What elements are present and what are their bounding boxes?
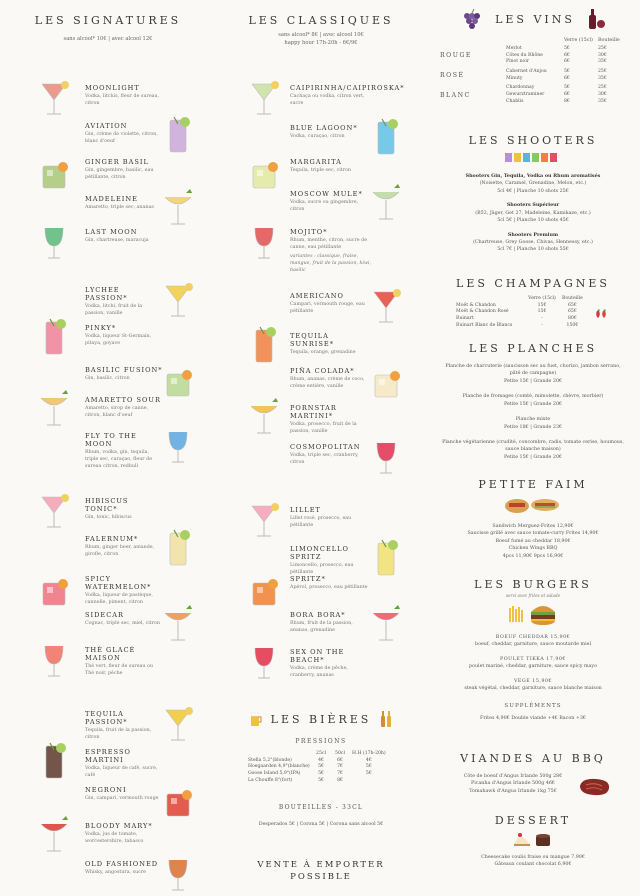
wine-name: Chardonnay bbox=[506, 85, 535, 91]
item-name: MOONLIGHT bbox=[85, 84, 140, 92]
sour-tumbler-icon bbox=[32, 388, 76, 432]
item-name: SPRITZ* bbox=[290, 575, 326, 583]
planche-price: Petite 15€ | Grande 20€ bbox=[503, 454, 563, 460]
shooter-title: Shooters Supérieur bbox=[506, 202, 560, 209]
faim-section bbox=[426, 478, 640, 560]
col-50cl: 50cl bbox=[335, 751, 345, 756]
wine-group bbox=[440, 85, 630, 105]
beer-bottle-icon bbox=[379, 710, 393, 728]
item-name: FALERNUM* bbox=[85, 535, 139, 543]
beer-price: 4€ bbox=[365, 757, 372, 763]
signatures-title: LES SIGNATURES bbox=[34, 14, 182, 27]
shooter-desc: (Chartreuse, Grey Goose, Chivas, Hennessy, etc.) bbox=[473, 239, 593, 245]
item-description: Vodka, triple sec, cranberry, citron bbox=[290, 453, 359, 465]
wine-glass-price: 6€ bbox=[564, 59, 570, 65]
item-description: Limoncello, prosecco, eau pétillante bbox=[290, 563, 354, 575]
item-description: Gin, campari, vermouth rouge bbox=[85, 796, 159, 801]
item-description: Vodka, litchis, fleur de sureau, citron bbox=[85, 94, 160, 106]
planche-block bbox=[426, 363, 640, 385]
planche-block bbox=[426, 416, 640, 431]
champagne-row bbox=[454, 309, 585, 316]
shooter-block bbox=[426, 173, 640, 195]
red-martini-icon bbox=[242, 640, 286, 684]
planches-section bbox=[426, 342, 640, 469]
wine-glass-price: 8€ bbox=[564, 98, 570, 104]
item-name: AVIATION bbox=[85, 122, 128, 130]
item-description: Gin, chartreuse, maracuja bbox=[85, 238, 149, 243]
signatures-subtitle: sans alcool* 10€ | avec alcool 12€ bbox=[63, 36, 153, 42]
champagne-bottle-price: 65€ bbox=[568, 302, 577, 308]
beer-row bbox=[246, 778, 388, 785]
beer-price: 5€ bbox=[365, 770, 372, 776]
planche-block bbox=[426, 439, 640, 461]
shooter-price: 5cl 5€ | Planche 10 shots 45€ bbox=[497, 218, 569, 224]
vente-emporter-line2: POSSIBLE bbox=[290, 872, 352, 882]
item-name: ESPRESSO MARTINI bbox=[85, 748, 131, 764]
planche-price: Petite 18€ | Grande 23€ bbox=[503, 424, 563, 430]
item-description: Thé vert, fleur de sureau ou Thé noir, pêche bbox=[85, 664, 153, 676]
item-name: COSMOPOLITAN bbox=[290, 443, 361, 451]
champagne-glass-price: - bbox=[541, 322, 543, 328]
item-description: Vodka, sucre ou gingembre, citron bbox=[290, 200, 359, 212]
strawberries-icon bbox=[594, 307, 608, 319]
item-name: LYCHEE PASSION* bbox=[85, 286, 128, 302]
champagnes-section bbox=[426, 277, 640, 329]
item-description: Vodka, liqueur St-Germain, pitaya, goyave bbox=[85, 334, 152, 346]
item-name: NEGRONI bbox=[85, 786, 127, 794]
planche-price: Petite 15€ | Grande 20€ bbox=[503, 378, 563, 384]
beer-name: Stella 5,2°(blonde) bbox=[248, 757, 292, 763]
planche-desc: Planche de charcuterie (saucisson sec au fuet, chorizo, jambon serrano, pâté de campagne) bbox=[445, 364, 621, 377]
item-description: Lillet rosé, prosecco, eau pétillante bbox=[290, 516, 352, 528]
burger-block bbox=[426, 656, 640, 671]
planche-desc: Planche végétarienne (crudité, concombre, radis, tomate cerise, houmous, sauce blanche maison) bbox=[442, 439, 624, 453]
wine-row bbox=[506, 69, 607, 76]
champagne-glass-price: - bbox=[541, 315, 543, 321]
wine-glass-price: 5€ bbox=[564, 68, 570, 74]
shooter-desc: (B52, Jäger, Get 27, Madeleine, Kamikaze, etc.) bbox=[475, 210, 591, 216]
classiques-subtitle-happy-hour: happy hour 17h-20h - 6€/9€ bbox=[284, 39, 358, 46]
dessert-title: DESSERT bbox=[494, 814, 572, 827]
champagne-glass-price: 15€ bbox=[537, 302, 547, 308]
item-description: Rhum, menthe, citron, sucre de canne, eau pétillante bbox=[290, 238, 368, 250]
wine-name: Chablis bbox=[506, 98, 524, 104]
wine-row bbox=[506, 76, 607, 83]
spritz-glass-icon bbox=[242, 567, 286, 611]
wine-glass-price: 5€ bbox=[564, 85, 570, 91]
faim-title: PETITE FAIM bbox=[478, 478, 588, 491]
caipirinha-tumbler-icon bbox=[242, 76, 286, 120]
item-description: Vodka, crème de pêche, cranberry, ananas bbox=[290, 666, 349, 678]
bbq-line: Côte de boeuf d'Angus Irlande 500g 28€ bbox=[463, 774, 563, 779]
beer-name: La Chouffe 8°(fort) bbox=[248, 777, 293, 783]
wine-group-label: BLANC bbox=[440, 91, 471, 99]
beer-name: Hoegaarden 4,9°(blanche) bbox=[248, 764, 310, 770]
item-name: OLD FASHIONED bbox=[85, 860, 159, 868]
vins-table-wrap bbox=[440, 38, 630, 105]
burgers-title: LES BURGERS bbox=[474, 578, 592, 591]
basil-highball-icon bbox=[32, 150, 76, 194]
beer-price: 5€ bbox=[318, 764, 324, 770]
item-name: AMARETTO SOUR bbox=[85, 396, 161, 404]
item-description: Vodka, curaçao, citron bbox=[290, 134, 345, 139]
item-description: Gin, tonic, hibiscus bbox=[85, 515, 132, 520]
vente-emporter-line1: VENTE À EMPORTER bbox=[257, 860, 385, 870]
planche-desc: Planche mixte bbox=[515, 417, 551, 423]
wine-bottle-price: 35€ bbox=[598, 98, 607, 104]
item-name: AMERICANO bbox=[290, 292, 344, 300]
beer-row bbox=[246, 771, 388, 778]
planche-block bbox=[426, 393, 640, 408]
faim-line: Chicken Wings BBQ bbox=[508, 546, 558, 552]
dessert-line: Cheesecake coulis fraise ou mangue 7,90€ bbox=[481, 855, 585, 860]
item-name: BORA BORA* bbox=[290, 611, 346, 619]
faim-line: Sandwich Merguez-Frites 12,90€ bbox=[492, 524, 574, 529]
wine-bottle-price: 30€ bbox=[598, 52, 607, 58]
col-25cl: 25cl bbox=[316, 751, 326, 756]
sunrise-highball-icon bbox=[242, 324, 286, 368]
item-description: Gin, crème de violette, citron, blanc d'oeuf bbox=[85, 132, 158, 144]
wine-group-label: ROSÉ bbox=[440, 72, 465, 80]
vins-header bbox=[426, 8, 640, 30]
item-description: Campari, vermouth rouge, eau pétillante bbox=[290, 302, 365, 314]
burger-title: BOEUF CHEDDAR 15,90€ bbox=[495, 635, 571, 640]
burger-desc: steak végétal, cheddar, garniture, sauce blanche maison bbox=[464, 686, 602, 692]
item-description: Tequila, fruit de la passion, citron bbox=[85, 728, 152, 740]
beer-price: 8€ bbox=[337, 777, 343, 783]
item-name: SIDECAR bbox=[85, 611, 124, 619]
pressions-header bbox=[246, 751, 388, 758]
champagne-name: Moët & Chandon bbox=[456, 302, 496, 308]
pink-wine-glass-icon bbox=[32, 489, 76, 533]
mojito-tumbler-icon bbox=[242, 220, 286, 264]
planche-desc: Planche de fromages (comté, mimolette, chèvre, morbier) bbox=[462, 394, 604, 400]
item-description: Tequila, triple sec, citron bbox=[290, 168, 351, 173]
item-name: CAIPIRINHA/CAIPIROSKA* bbox=[290, 84, 405, 92]
shooter-price: 5cl 7€ | Planche 10 shots 55€ bbox=[497, 247, 569, 253]
item-name: MADELEINE bbox=[85, 195, 138, 203]
item-description: Vodka, litchi, fruit de la passion, vanille bbox=[85, 304, 143, 316]
shooter-block bbox=[426, 202, 640, 224]
burger-title: POULET TIKKA 17,90€ bbox=[500, 656, 566, 662]
burger-desc: boeuf, cheddar, garniture, sauce moutarde miel bbox=[475, 642, 591, 648]
faim-list bbox=[426, 523, 640, 560]
item-description: Tequila, orange, grenadine bbox=[290, 350, 356, 355]
planche-price: Petite 15€ | Grande 20€ bbox=[503, 401, 563, 407]
cake-icon bbox=[508, 830, 558, 848]
pressions-title: PRESSIONS bbox=[295, 738, 347, 745]
item-description: Gin, basilic, citron bbox=[85, 376, 130, 381]
wine-row bbox=[506, 85, 607, 92]
champagne-name: Ruinart Blanc de Blancs bbox=[456, 322, 513, 328]
pressions-table bbox=[246, 751, 388, 784]
wine-bottle-price: 30€ bbox=[598, 91, 607, 97]
vente-emporter bbox=[216, 860, 426, 882]
bbq-line: Tomahawk d'Angus Irlande 1kg 75€ bbox=[469, 788, 557, 794]
burgers-subtitle: servi avec frites et salade bbox=[505, 593, 561, 598]
sandwich-icon bbox=[503, 495, 563, 515]
wine-row bbox=[506, 46, 607, 53]
beer-price: 7€ bbox=[337, 770, 343, 776]
champagne-bottle-price: 80€ bbox=[568, 315, 577, 321]
vins-col-verre: Verre (15cl) bbox=[564, 38, 593, 43]
item-name: PIÑA COLADA* bbox=[290, 367, 355, 375]
item-description: Vodka, jus de tomate, worcestershire, tabasco bbox=[85, 832, 144, 844]
watermelon-tumbler-icon bbox=[32, 567, 76, 611]
item-name: FLY TO THE MOON bbox=[85, 432, 137, 448]
champ-col-bouteille: Bouteille bbox=[562, 296, 583, 301]
burger-desc: poulet mariné, cheddar, garniture, sauce spicy mayo bbox=[468, 664, 598, 670]
passion-martini-icon bbox=[242, 396, 286, 440]
item-description: Amaretto, triple sec, ananas bbox=[85, 205, 154, 210]
item-variants: variantes : classique, fraise, mangue, fruit de la passion, kiwi, basilic bbox=[290, 253, 372, 273]
beer-price: 5€ bbox=[318, 770, 324, 776]
iced-tea-mug-icon bbox=[32, 638, 76, 682]
supplements-title: SUPPLÉMENTS bbox=[504, 702, 562, 709]
bbq-section bbox=[426, 752, 640, 795]
item-name: LAST MOON bbox=[85, 228, 138, 236]
beer-price: 7€ bbox=[337, 764, 343, 770]
item-name: THÉ GLACÉ MAISON bbox=[85, 646, 136, 662]
item-name: SEX ON THE BEACH* bbox=[290, 648, 345, 664]
espresso-martini-icon bbox=[32, 740, 76, 784]
shooter-title: Shooters Gin, Tequila, Vodka ou Rhum aromatisés bbox=[465, 173, 601, 179]
shooter-desc: (Noisette, Caramel, Grenadine, Melon, etc.) bbox=[479, 181, 587, 187]
classiques-title: LES CLASSIQUES bbox=[248, 14, 394, 27]
item-description: Vodka, prosecco, fruit de la passion, vanille bbox=[290, 422, 357, 434]
faim-line: Boeuf fumé au cheddar 18,90€ bbox=[495, 538, 571, 544]
wine-group-label: ROUGE bbox=[440, 52, 472, 60]
shot-glasses-icon bbox=[503, 151, 563, 163]
wine-glass-price: 6€ bbox=[564, 52, 570, 58]
wine-bottle-price: 25€ bbox=[598, 85, 607, 91]
bloody-mary-icon bbox=[32, 814, 76, 858]
shooters-list bbox=[426, 173, 640, 254]
wine-row bbox=[506, 99, 607, 106]
wine-group bbox=[440, 46, 630, 66]
item-name: GINGER BASIL bbox=[85, 158, 149, 166]
shooters-section bbox=[426, 134, 640, 261]
champ-col-verre: Verre (15cl) bbox=[528, 296, 556, 301]
item-name: MOJITO* bbox=[290, 228, 328, 236]
item-name: BASILIC FUSION* bbox=[85, 366, 163, 374]
item-name: MOSCOW MULE* bbox=[290, 190, 363, 198]
dessert-section bbox=[426, 814, 640, 869]
shooter-price: 5cl 4€ | Planche 10 shots 25€ bbox=[497, 188, 569, 194]
wine-glass-price: 6€ bbox=[564, 75, 570, 81]
item-name: HIBISCUS TONIC* bbox=[85, 497, 129, 513]
item-name: PORNSTAR MARTINI* bbox=[290, 404, 337, 420]
item-description: Amaretto, sirop de canne, citron, blanc d'oeuf bbox=[85, 406, 149, 418]
burger-block bbox=[426, 634, 640, 649]
wine-glass-price: 5€ bbox=[564, 46, 570, 51]
item-description: Whisky, angostura, sucre bbox=[85, 870, 147, 875]
wine-row bbox=[506, 59, 607, 66]
vins-title: LES VINS bbox=[495, 12, 575, 26]
wine-name: Minuty bbox=[506, 75, 523, 81]
bouteilles-list: Desperados 5€ | Corona 5€ | Corona sans alcool 5€ bbox=[258, 822, 384, 828]
wine-bottle-icon bbox=[585, 8, 607, 30]
wine-row bbox=[506, 92, 607, 99]
faim-line: 4pcs 11,90€ 9pcs 16,90€ bbox=[502, 553, 564, 559]
item-description: Rhum, ginger beer, amande, girofle, citron bbox=[85, 545, 155, 557]
beer-price: 4€ bbox=[318, 757, 324, 763]
champagnes-table bbox=[454, 296, 585, 329]
wine-bottle-price: 25€ bbox=[598, 46, 607, 51]
grapes-icon bbox=[459, 8, 485, 30]
champagne-name: Moët & Chandon Rosé bbox=[456, 309, 509, 315]
item-description: Cachaça ou vodka, citron vert, sucre bbox=[290, 94, 365, 106]
item-name: TEQUILA PASSION* bbox=[85, 710, 128, 726]
item-description: Rhum, ananas, crème de coco, crème entière, vanille bbox=[290, 377, 365, 389]
champagne-glass-price: 15€ bbox=[537, 309, 547, 315]
champagne-row bbox=[454, 323, 585, 330]
item-name: TEQUILA SUNRISE* bbox=[290, 332, 335, 348]
beer-price: 5€ bbox=[318, 777, 324, 783]
beer-price: 6€ bbox=[337, 757, 343, 763]
classiques-subtitle bbox=[216, 32, 426, 47]
item-description: Gin, gingembre, basilic, eau pétillante, citron bbox=[85, 168, 154, 180]
steak-icon bbox=[578, 776, 612, 798]
dessert-list bbox=[426, 854, 640, 869]
item-name: BLOODY MARY* bbox=[85, 822, 153, 830]
burgers-list bbox=[426, 634, 640, 693]
faim-line: Saucisse grillé avec sauce tomate-curry Frites 14,90€ bbox=[467, 531, 599, 537]
burger-title: VEGE 15,90€ bbox=[513, 678, 553, 684]
champagne-name: Ruinart bbox=[456, 315, 474, 321]
wine-name: Cabernet d'Anjou bbox=[506, 68, 547, 74]
burger-fries-icon bbox=[503, 600, 563, 626]
item-name: LILLET bbox=[290, 506, 321, 514]
item-name: LIMONCELLO SPRITZ bbox=[290, 545, 349, 561]
wine-bottle-price: 35€ bbox=[598, 59, 607, 65]
item-description: Rhum, fruit de la passion, ananas, grenadine bbox=[290, 621, 353, 633]
shooter-title: Shooters Premium bbox=[507, 231, 559, 238]
planches-list bbox=[426, 363, 640, 461]
wine-group bbox=[440, 69, 630, 82]
classiques-subtitle-prices: sans alcool* 8€ | avec alcool 10€ bbox=[278, 32, 364, 38]
beer-glass-icon bbox=[249, 711, 263, 727]
bbq-list bbox=[426, 773, 600, 795]
item-description: Vodka, liqueur de pastèque, cannelle, piment, citron bbox=[85, 593, 153, 605]
lillet-wine-glass-icon bbox=[242, 498, 286, 542]
item-description: Rhum, vodka, gin, tequila, triple sec, curaçao, fleur de sureau citron, redbull bbox=[85, 450, 153, 469]
shooter-block bbox=[426, 232, 640, 254]
wine-name: Côtes du Rhône bbox=[506, 52, 543, 58]
bieres-section bbox=[216, 710, 426, 829]
beer-price bbox=[350, 778, 388, 785]
champagnes-title: LES CHAMPAGNES bbox=[456, 277, 610, 290]
champagne-bottle-price: 150€ bbox=[566, 322, 579, 328]
wine-bottle-price: 35€ bbox=[598, 75, 607, 81]
wine-name: Gewurztraminer bbox=[506, 91, 545, 97]
planches-title: LES PLANCHES bbox=[468, 342, 598, 355]
green-tumbler-icon bbox=[32, 220, 76, 264]
burgers-section bbox=[426, 578, 640, 722]
vins-col-bouteille: Bouteille bbox=[598, 38, 620, 43]
champagne-bottle-price: 65€ bbox=[568, 309, 577, 315]
margarita-glass-icon bbox=[242, 150, 286, 194]
beer-name: Goose Island 5,9°(IPA) bbox=[248, 770, 301, 776]
beer-row bbox=[246, 764, 388, 771]
bbq-title: VIANDES AU BBQ bbox=[460, 752, 606, 765]
col-hh: H.H (17h-20h) bbox=[352, 751, 386, 756]
item-name: BLUE LAGOON* bbox=[290, 124, 358, 132]
bieres-title: LES BIÈRES bbox=[270, 712, 372, 726]
bbq-line: Picanha d'Angus Irlande 500g 46€ bbox=[471, 781, 555, 787]
supplements-list: Frites 4,90€ Double viande +4€ Bacon +3€ bbox=[480, 715, 586, 721]
vins-groups bbox=[440, 46, 630, 105]
item-description: Cognac, triple sec, miel, citron bbox=[85, 621, 160, 626]
item-description: Vodka, liqueur de café, sucre, café bbox=[85, 766, 158, 778]
champagne-row bbox=[454, 316, 585, 323]
shooters-title: LES SHOOTERS bbox=[468, 134, 598, 147]
wine-name: Pinot noir bbox=[506, 59, 529, 65]
wine-name: Merlot bbox=[506, 46, 522, 51]
item-name: PINKY* bbox=[85, 324, 117, 332]
item-description: Apérol, prosecco, eau pétillante bbox=[290, 585, 368, 590]
burger-block bbox=[426, 678, 640, 693]
wine-bottle-price: 25€ bbox=[598, 68, 607, 74]
beer-price: 5€ bbox=[365, 764, 372, 770]
item-name: MARGARITA bbox=[290, 158, 342, 166]
wine-glass-price: 6€ bbox=[564, 91, 570, 97]
pink-martini-icon bbox=[32, 316, 76, 360]
item-name: SPICY WATERMELON* bbox=[85, 575, 152, 591]
bouteilles-title: BOUTEILLES - 33CL bbox=[278, 804, 364, 812]
pink-grapefruit-cocktail-icon bbox=[32, 76, 76, 120]
dessert-line: Gâteaux coulant chocolat 6,90€ bbox=[494, 862, 572, 868]
